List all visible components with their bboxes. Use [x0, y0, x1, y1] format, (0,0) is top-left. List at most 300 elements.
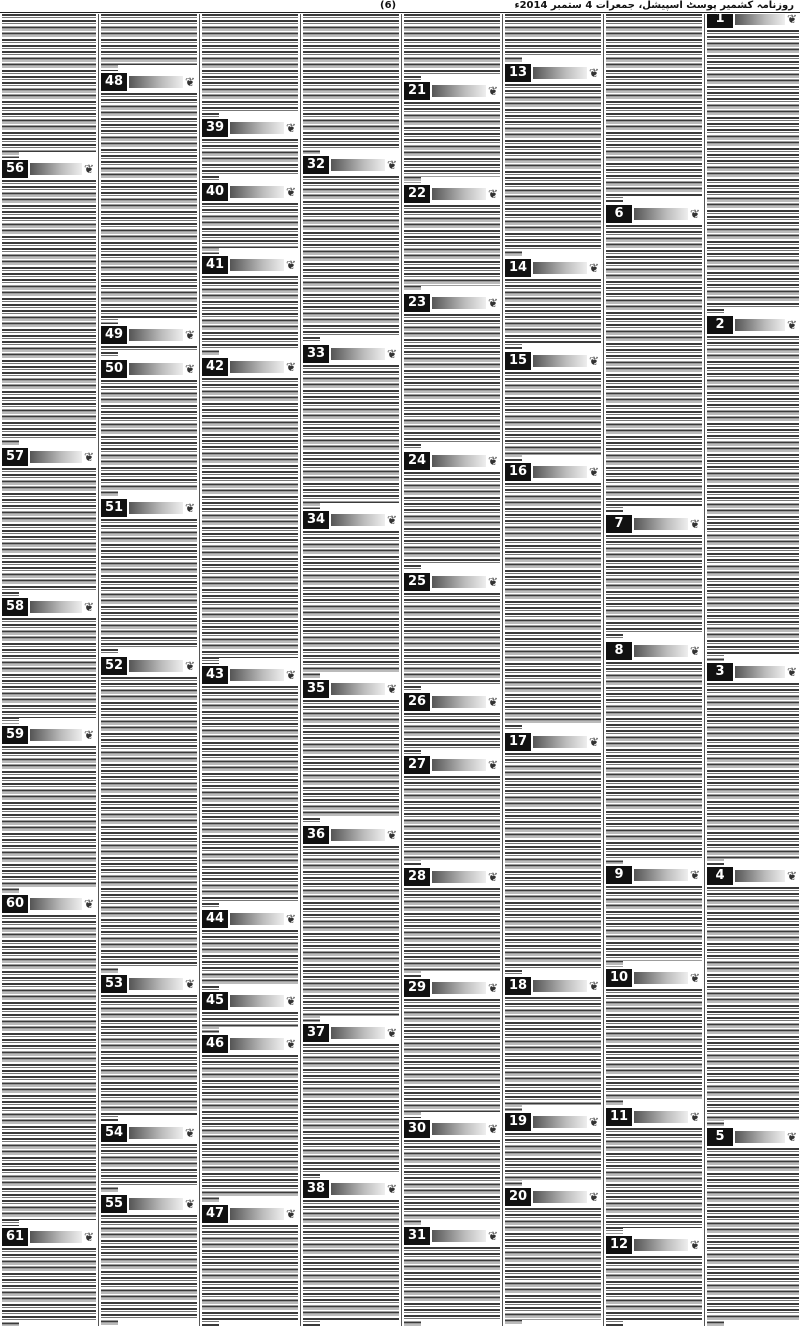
bird-icon: ❦ — [83, 728, 95, 742]
section-number: 28 — [404, 868, 430, 886]
bird-icon: ❦ — [285, 121, 297, 135]
section-number: 17 — [505, 733, 531, 751]
bird-icon: ❦ — [184, 328, 196, 342]
text-block — [404, 713, 500, 754]
text-block — [606, 535, 702, 640]
section-header — [202, 183, 298, 201]
text-block — [303, 14, 399, 154]
text-block — [404, 776, 500, 866]
section-number: 58 — [2, 598, 28, 616]
section-number: 3 — [707, 663, 733, 681]
header-bar — [432, 1123, 486, 1135]
header-bar — [533, 262, 587, 274]
section-header — [404, 185, 500, 203]
column-rule — [300, 14, 301, 1326]
header-bar — [533, 355, 587, 367]
section-header — [202, 256, 298, 274]
section-header — [707, 316, 799, 334]
text-block — [707, 336, 799, 661]
header-bar — [230, 122, 284, 134]
bird-icon: ❦ — [487, 84, 499, 98]
section-header — [2, 160, 96, 178]
text-block — [303, 1044, 399, 1178]
bird-icon: ❦ — [285, 668, 297, 682]
section-number: 48 — [101, 73, 127, 91]
bird-icon: ❦ — [285, 994, 297, 1008]
header-bar — [432, 297, 486, 309]
section-number: 5 — [707, 1128, 733, 1146]
bird-icon: ❦ — [184, 1126, 196, 1140]
bird-icon: ❦ — [588, 1115, 600, 1129]
header-bar — [432, 576, 486, 588]
text-block — [101, 519, 197, 655]
section-number: 38 — [303, 1180, 329, 1198]
bird-icon: ❦ — [689, 868, 701, 882]
bird-icon: ❦ — [386, 828, 398, 842]
text-block — [404, 593, 500, 691]
bird-icon: ❦ — [386, 1026, 398, 1040]
section-number: 35 — [303, 680, 329, 698]
section-number: 26 — [404, 693, 430, 711]
text-block — [2, 746, 96, 893]
section-number: 39 — [202, 119, 228, 137]
header-bar — [533, 67, 587, 79]
header-bar — [129, 660, 183, 672]
section-header — [707, 14, 799, 28]
bird-icon: ❦ — [487, 575, 499, 589]
text-block — [606, 886, 702, 967]
section-header — [707, 663, 799, 681]
text-block — [505, 753, 601, 975]
text-block — [2, 180, 96, 446]
text-block — [505, 483, 601, 731]
text-block — [101, 380, 197, 497]
section-number: 33 — [303, 345, 329, 363]
text-block — [505, 1208, 601, 1326]
bird-icon: ❦ — [83, 600, 95, 614]
text-block — [303, 531, 399, 678]
section-number: 15 — [505, 352, 531, 370]
bird-icon: ❦ — [386, 1182, 398, 1196]
bird-icon: ❦ — [786, 318, 798, 332]
section-header — [303, 826, 399, 844]
text-block — [404, 205, 500, 292]
section-header — [404, 979, 500, 997]
header-bar — [331, 683, 385, 695]
header-bar — [634, 1111, 688, 1123]
text-block — [303, 365, 399, 509]
bird-icon: ❦ — [689, 1238, 701, 1252]
bird-icon: ❦ — [689, 644, 701, 658]
section-header — [2, 448, 96, 466]
header-bar — [735, 870, 785, 882]
bird-icon: ❦ — [386, 682, 398, 696]
text-block — [101, 93, 197, 324]
section-header — [505, 1113, 601, 1131]
section-header — [505, 733, 601, 751]
header-bar — [129, 329, 183, 341]
section-header — [202, 358, 298, 376]
bird-icon: ❦ — [285, 1207, 297, 1221]
section-number: 30 — [404, 1120, 430, 1138]
bird-icon: ❦ — [588, 1190, 600, 1204]
section-header — [202, 119, 298, 137]
column-rule — [603, 14, 604, 1326]
bird-icon: ❦ — [83, 162, 95, 176]
section-header — [2, 895, 96, 913]
bird-icon: ❦ — [386, 347, 398, 361]
section-number: 13 — [505, 64, 531, 82]
bird-icon: ❦ — [487, 454, 499, 468]
section-header — [404, 294, 500, 312]
section-header — [202, 992, 298, 1010]
header-bar — [634, 208, 688, 220]
section-number: 11 — [606, 1108, 632, 1126]
text-block — [2, 915, 96, 1226]
text-block — [303, 1200, 399, 1326]
text-block — [606, 662, 702, 864]
section-number: 1 — [707, 14, 733, 28]
text-block — [202, 378, 298, 664]
section-number: 7 — [606, 515, 632, 533]
text-block — [707, 1148, 799, 1326]
section-number: 20 — [505, 1188, 531, 1206]
text-block — [505, 1133, 601, 1186]
section-number: 53 — [101, 975, 127, 993]
text-block — [404, 888, 500, 977]
section-header — [505, 977, 601, 995]
header-bar — [30, 1231, 82, 1243]
section-header — [404, 82, 500, 100]
section-number: 34 — [303, 511, 329, 529]
bird-icon: ❦ — [285, 258, 297, 272]
section-header — [606, 866, 702, 884]
bird-icon: ❦ — [588, 354, 600, 368]
section-header — [202, 1035, 298, 1053]
section-number: 55 — [101, 1195, 127, 1213]
section-number: 12 — [606, 1236, 632, 1254]
bird-icon: ❦ — [83, 897, 95, 911]
section-header — [404, 573, 500, 591]
section-number: 37 — [303, 1024, 329, 1042]
header-bar — [230, 1208, 284, 1220]
header-bar — [30, 601, 82, 613]
header-bar — [230, 361, 284, 373]
section-header — [2, 598, 96, 616]
header-bar — [533, 980, 587, 992]
bird-icon: ❦ — [487, 187, 499, 201]
bird-icon: ❦ — [689, 971, 701, 985]
bird-icon: ❦ — [184, 977, 196, 991]
header-bar — [432, 871, 486, 883]
article-column — [707, 14, 799, 1326]
text-block — [707, 887, 799, 1126]
bird-icon: ❦ — [285, 185, 297, 199]
bird-icon: ❦ — [588, 465, 600, 479]
section-header — [606, 1108, 702, 1126]
section-header — [707, 1128, 799, 1146]
header-bar — [30, 451, 82, 463]
section-number: 4 — [707, 867, 733, 885]
text-block — [101, 14, 197, 71]
section-number: 31 — [404, 1227, 430, 1245]
bird-icon: ❦ — [588, 66, 600, 80]
section-header — [505, 1188, 601, 1206]
header-bar — [432, 188, 486, 200]
section-header — [202, 910, 298, 928]
bird-icon: ❦ — [184, 1197, 196, 1211]
section-header — [404, 756, 500, 774]
text-block — [202, 686, 298, 908]
text-block — [404, 999, 500, 1118]
section-number: 27 — [404, 756, 430, 774]
text-block — [404, 1140, 500, 1225]
section-header — [101, 1124, 197, 1142]
section-header — [505, 463, 601, 481]
section-header — [101, 326, 197, 344]
section-number: 43 — [202, 666, 228, 684]
masthead: روزنامہ کشمیر پوسٹ اسپیشل، جمعرات 4 ستمبر 2014ء — [514, 0, 794, 11]
section-number: 52 — [101, 657, 127, 675]
article-column — [101, 14, 197, 1326]
bird-icon: ❦ — [689, 1110, 701, 1124]
section-header — [101, 73, 197, 91]
column-rule — [98, 14, 99, 1326]
header-bar — [30, 898, 82, 910]
header-bar — [129, 76, 183, 88]
header-bar — [331, 348, 385, 360]
header-bar — [735, 319, 785, 331]
text-block — [2, 618, 96, 724]
text-block — [101, 677, 197, 973]
text-block — [606, 1128, 702, 1234]
bird-icon: ❦ — [588, 261, 600, 275]
section-number: 24 — [404, 452, 430, 470]
header-bar — [533, 736, 587, 748]
header-bar — [230, 186, 284, 198]
header-bar — [735, 1131, 785, 1143]
column-rule — [502, 14, 503, 1326]
text-block — [101, 995, 197, 1122]
text-block — [606, 1256, 702, 1326]
section-number: 18 — [505, 977, 531, 995]
text-block — [404, 1247, 500, 1326]
section-header — [303, 511, 399, 529]
section-header — [101, 975, 197, 993]
section-number: 40 — [202, 183, 228, 201]
bird-icon: ❦ — [83, 450, 95, 464]
text-block — [404, 472, 500, 571]
header-bar — [634, 518, 688, 530]
section-header — [101, 1195, 197, 1213]
section-number: 14 — [505, 259, 531, 277]
section-header — [505, 352, 601, 370]
section-number: 50 — [101, 360, 127, 378]
section-number: 46 — [202, 1035, 228, 1053]
text-block — [303, 176, 399, 343]
header-bar — [634, 869, 688, 881]
section-number: 32 — [303, 156, 329, 174]
text-block — [404, 314, 500, 450]
section-header — [505, 259, 601, 277]
bird-icon: ❦ — [487, 758, 499, 772]
text-block — [101, 1215, 197, 1326]
header-bar — [230, 259, 284, 271]
bird-icon: ❦ — [386, 158, 398, 172]
bird-icon: ❦ — [588, 735, 600, 749]
header-bar — [634, 972, 688, 984]
section-number: 49 — [101, 326, 127, 344]
article-column — [606, 14, 702, 1326]
text-block — [404, 102, 500, 183]
text-block — [202, 930, 298, 990]
section-number: 25 — [404, 573, 430, 591]
header-bar — [230, 1038, 284, 1050]
bird-icon: ❦ — [786, 14, 798, 26]
header-bar — [129, 978, 183, 990]
text-block — [505, 279, 601, 350]
text-block — [606, 14, 702, 203]
section-header — [303, 680, 399, 698]
section-number: 21 — [404, 82, 430, 100]
header-bar — [432, 759, 486, 771]
section-header — [505, 64, 601, 82]
bird-icon: ❦ — [588, 979, 600, 993]
header-bar — [331, 1183, 385, 1195]
bird-icon: ❦ — [386, 513, 398, 527]
text-block — [707, 683, 799, 865]
text-block — [404, 14, 500, 80]
section-number: 29 — [404, 979, 430, 997]
text-block — [707, 30, 799, 314]
header-bar — [432, 982, 486, 994]
section-number: 47 — [202, 1205, 228, 1223]
text-block — [202, 1012, 298, 1033]
header-bar — [331, 159, 385, 171]
bird-icon: ❦ — [487, 981, 499, 995]
bird-icon: ❦ — [184, 659, 196, 673]
section-header — [606, 205, 702, 223]
text-block — [505, 372, 601, 461]
section-header — [404, 1120, 500, 1138]
header-bar — [735, 666, 785, 678]
article-column — [404, 14, 500, 1326]
bird-icon: ❦ — [184, 75, 196, 89]
section-header — [303, 345, 399, 363]
section-header — [303, 1180, 399, 1198]
section-header — [101, 657, 197, 675]
header-bar — [634, 645, 688, 657]
section-header — [101, 360, 197, 378]
section-header — [707, 867, 799, 885]
header-bar — [331, 829, 385, 841]
bird-icon: ❦ — [83, 1230, 95, 1244]
text-block — [303, 846, 399, 1022]
column-rule — [199, 14, 200, 1326]
section-header — [2, 726, 96, 744]
section-header — [404, 868, 500, 886]
text-block — [303, 700, 399, 824]
article-column — [2, 14, 96, 1326]
text-block — [2, 468, 96, 596]
text-block — [202, 1225, 298, 1326]
section-number: 41 — [202, 256, 228, 274]
bird-icon: ❦ — [285, 1037, 297, 1051]
article-column — [303, 14, 399, 1326]
section-header — [202, 1205, 298, 1223]
section-number: 16 — [505, 463, 531, 481]
text-block — [505, 84, 601, 257]
header-bar — [230, 995, 284, 1007]
text-block — [202, 276, 298, 356]
bird-icon: ❦ — [689, 517, 701, 531]
text-block — [606, 989, 702, 1106]
header-bar — [30, 163, 82, 175]
text-block — [2, 1248, 96, 1326]
section-number: 61 — [2, 1228, 28, 1246]
header-bar — [230, 669, 284, 681]
column-rule — [704, 14, 705, 1326]
section-number: 36 — [303, 826, 329, 844]
header-bar — [331, 514, 385, 526]
section-number: 10 — [606, 969, 632, 987]
section-number: 56 — [2, 160, 28, 178]
section-number: 22 — [404, 185, 430, 203]
bird-icon: ❦ — [786, 869, 798, 883]
article-column — [505, 14, 601, 1326]
text-block — [202, 203, 298, 254]
section-number: 42 — [202, 358, 228, 376]
bird-icon: ❦ — [285, 360, 297, 374]
section-header — [2, 1228, 96, 1246]
section-number: 45 — [202, 992, 228, 1010]
section-header — [202, 666, 298, 684]
text-block — [202, 139, 298, 181]
section-header — [606, 1236, 702, 1254]
header-bar — [129, 1127, 183, 1139]
section-number: 2 — [707, 316, 733, 334]
header-bar — [129, 363, 183, 375]
bird-icon: ❦ — [285, 912, 297, 926]
bird-icon: ❦ — [487, 695, 499, 709]
header-bar — [30, 729, 82, 741]
column-rule — [401, 14, 402, 1326]
text-block — [505, 997, 601, 1111]
article-column — [202, 14, 298, 1326]
text-block — [101, 1144, 197, 1193]
section-header — [606, 642, 702, 660]
section-header — [303, 1024, 399, 1042]
header-bar — [331, 1027, 385, 1039]
section-header — [404, 1227, 500, 1245]
header-bar — [432, 85, 486, 97]
header-bar — [533, 1116, 587, 1128]
bird-icon: ❦ — [487, 296, 499, 310]
header-bar — [129, 502, 183, 514]
page-number: (6) — [380, 0, 397, 11]
header-bar — [533, 1191, 587, 1203]
section-number: 60 — [2, 895, 28, 913]
bird-icon: ❦ — [487, 1229, 499, 1243]
section-number: 59 — [2, 726, 28, 744]
header-bar — [533, 466, 587, 478]
bird-icon: ❦ — [184, 362, 196, 376]
text-block — [606, 225, 702, 513]
bird-icon: ❦ — [786, 665, 798, 679]
bird-icon: ❦ — [786, 1130, 798, 1144]
page-header — [0, 0, 800, 13]
section-number: 44 — [202, 910, 228, 928]
